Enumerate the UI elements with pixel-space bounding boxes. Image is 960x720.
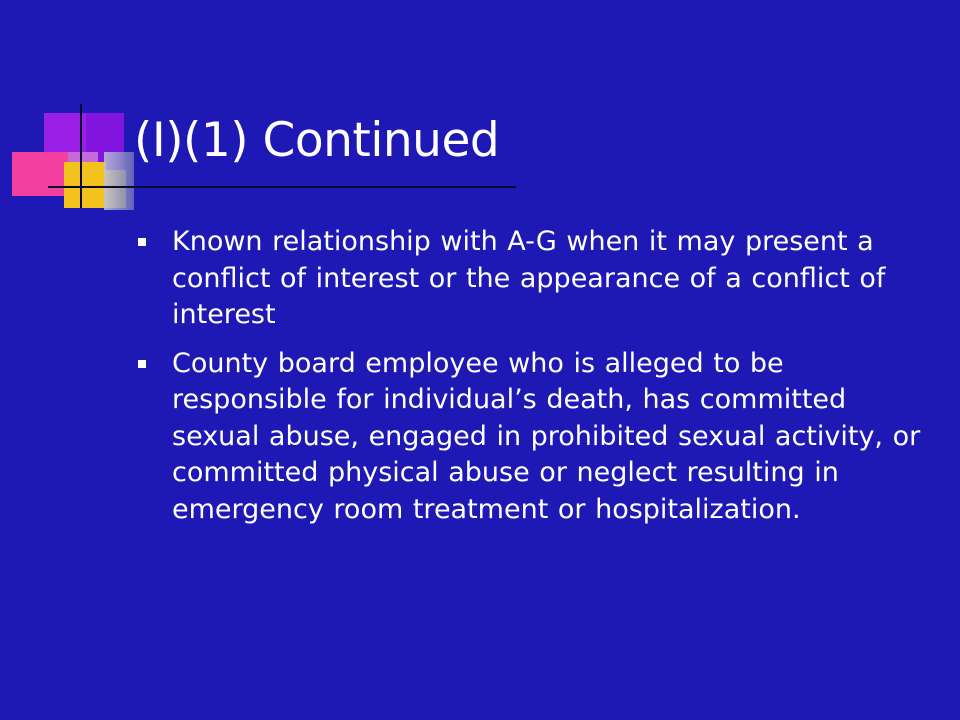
title-underline-rule bbox=[48, 186, 516, 188]
bullet-text: Known relationship with A-G when it may present a conflict of interest or the appearance of a conflict of interest bbox=[172, 226, 886, 330]
square-bullet-icon bbox=[138, 360, 146, 368]
decorative-vertical-rule bbox=[80, 104, 82, 208]
decorative-block-yellow bbox=[64, 162, 106, 208]
decorative-block-pink bbox=[12, 152, 72, 196]
bullet-item bbox=[136, 346, 936, 529]
bullet-item bbox=[136, 224, 936, 334]
decorative-block-grey bbox=[104, 152, 134, 210]
bullet-text: County board employee who is alleged to be responsible for individual’s death, has committed sexual abuse, engaged in prohibited sexual activity, or committed physical abuse or neglect resulting in emergency room treatment or hospitalization. bbox=[172, 347, 921, 525]
slide-title: (I)(1) Continued bbox=[134, 113, 500, 168]
bullet-list bbox=[136, 224, 936, 540]
square-bullet-icon bbox=[138, 238, 146, 246]
